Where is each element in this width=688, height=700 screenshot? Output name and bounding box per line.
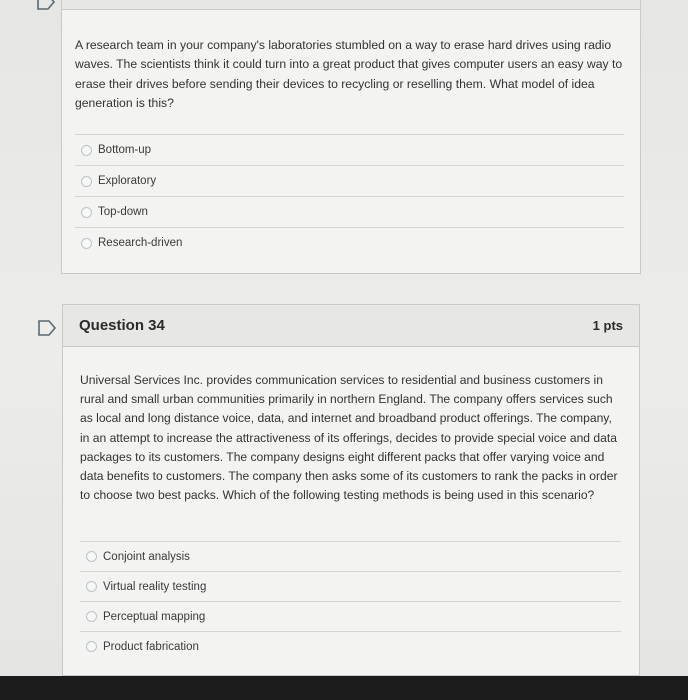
question-points: 1 pts (592, 318, 623, 333)
answer-option[interactable] (80, 571, 621, 601)
answer-option[interactable] (75, 134, 624, 165)
radio-button-icon[interactable] (81, 207, 92, 218)
question-33-answers (75, 134, 624, 258)
answer-label: Research-driven (98, 237, 183, 249)
answer-option[interactable] (80, 631, 621, 661)
answer-label: Perceptual mapping (103, 610, 206, 623)
question-34-answers (80, 541, 621, 661)
question-33-header-partial (61, 0, 641, 10)
answer-option[interactable] (75, 196, 624, 227)
radio-button-icon[interactable] (86, 551, 97, 562)
radio-button-icon[interactable] (86, 611, 97, 622)
answer-label: Conjoint analysis (103, 550, 190, 563)
answer-label: Product fabrication (103, 640, 199, 653)
answer-option[interactable] (75, 165, 624, 196)
answer-label: Top-down (98, 206, 148, 218)
radio-button-icon[interactable] (81, 176, 92, 187)
radio-button-icon[interactable] (81, 238, 92, 249)
bottom-bar (0, 676, 688, 700)
question-title: Question 34 (79, 317, 165, 334)
question-34-card (62, 304, 640, 676)
answer-option[interactable] (80, 541, 621, 571)
answer-label: Bottom-up (98, 144, 152, 156)
radio-button-icon[interactable] (86, 581, 97, 592)
answer-option[interactable] (75, 227, 624, 258)
question-33-card (61, 10, 641, 274)
question-34-header (63, 305, 639, 347)
bookmark-flag-icon[interactable] (37, 320, 57, 336)
radio-button-icon[interactable] (81, 145, 92, 156)
radio-button-icon[interactable] (86, 641, 97, 652)
answer-label: Virtual reality testing (103, 580, 207, 593)
question-34-text: Universal Services Inc. provides communication services to residential and business customers in rural and small urban communities primarily in northern England. The company offers services such as local and long distance voice, data, and internet and broadband product offerings. The company, in an attempt to increase the attractiveness of its offerings, decides to provide special voice and data packages to its customers. The company designs eight different packs that offer varying voice and data benefits to customers. The company then asks some of its customers to rank the packs in order to choose two best packs. Which of the following testing methods is being used in this scenario? (80, 373, 618, 503)
question-33-text: A research team in your company's laboratories stumbled on a way to erase hard drives using radio waves. The scientists think it could turn into a great product that gives computer users an easy way to erase their drives before sending their devices to recycling or reselling them. What model of idea generation is this? (75, 38, 623, 110)
bookmark-flag-icon[interactable] (36, 0, 56, 10)
answer-label: Exploratory (98, 175, 157, 187)
answer-option[interactable] (80, 601, 621, 631)
